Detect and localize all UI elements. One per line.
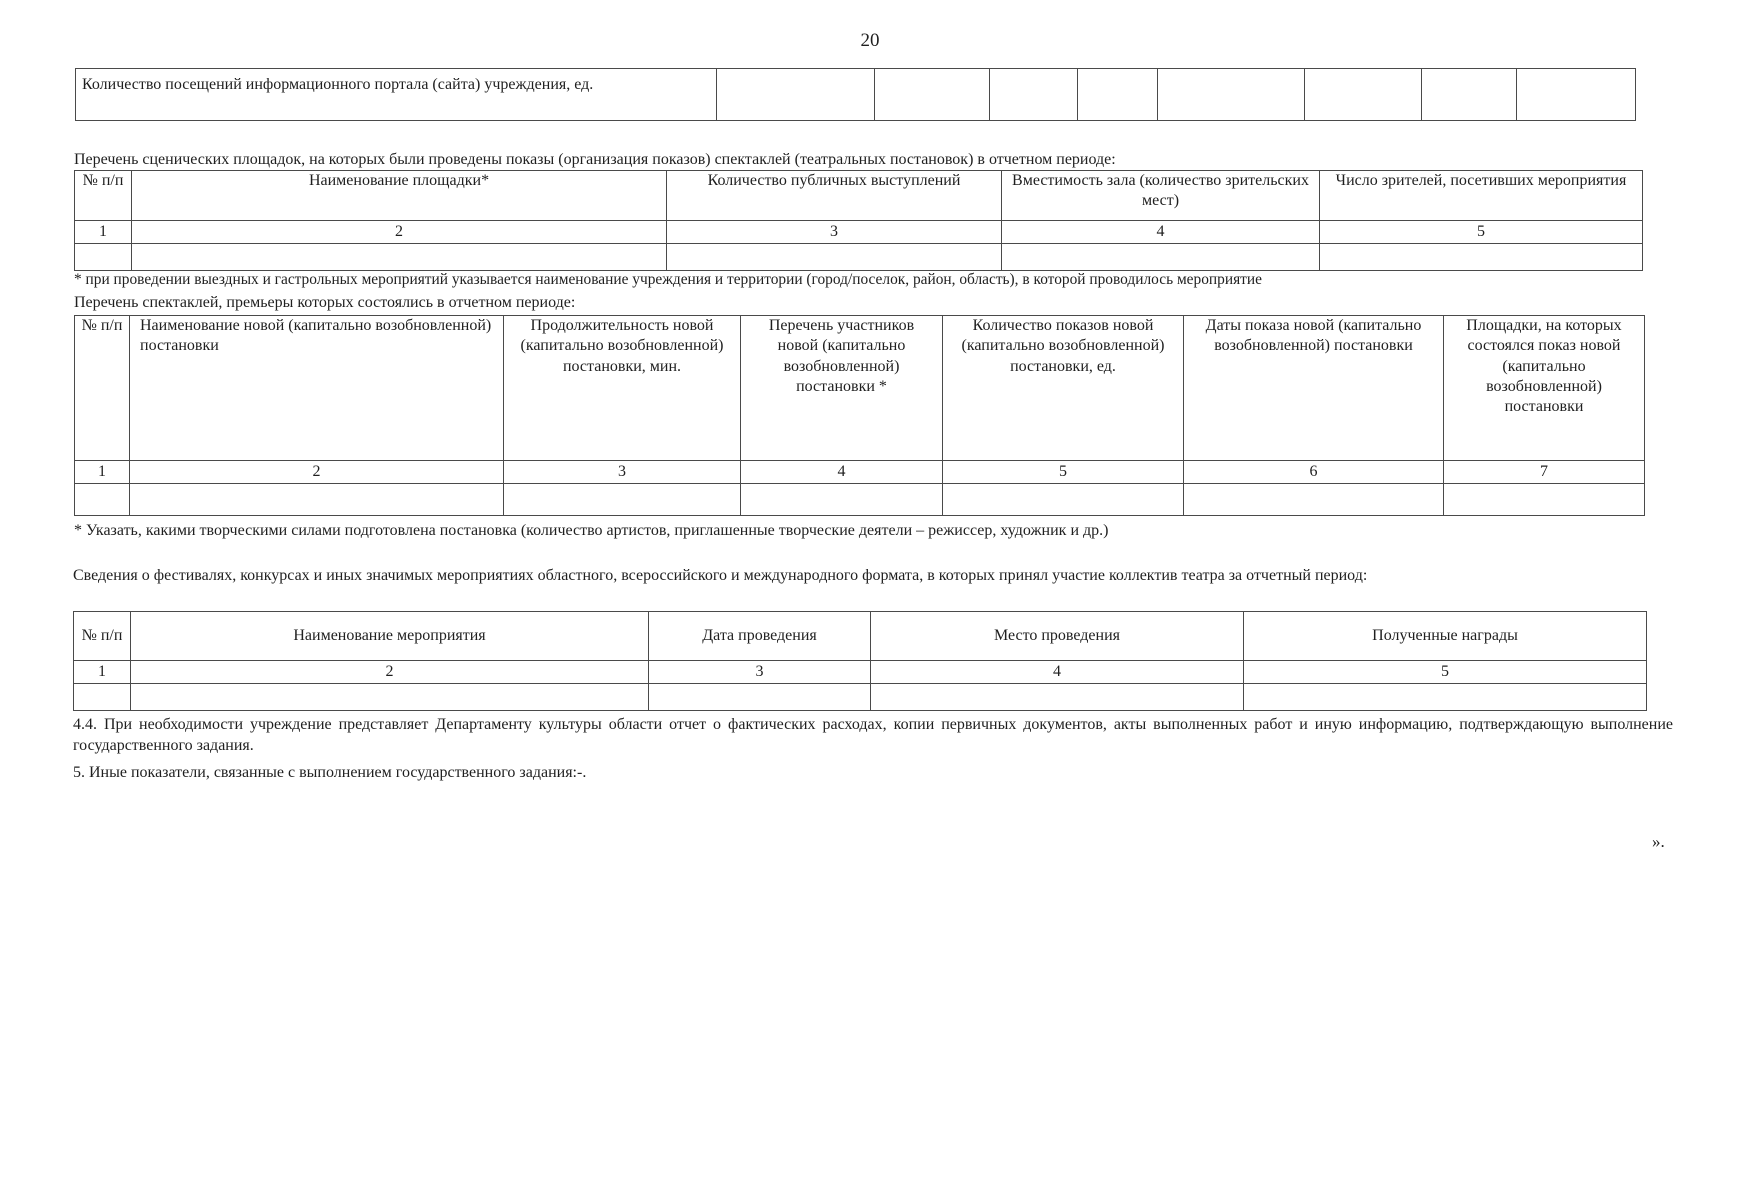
empty-cell xyxy=(1002,244,1320,271)
column-number: 2 xyxy=(132,221,667,244)
portal-visits-label: Количество посещений информационного портала (сайта) учреждения, ед. xyxy=(76,69,717,121)
value-cell xyxy=(1305,69,1422,121)
empty-cell xyxy=(504,484,741,516)
header-number: № п/п xyxy=(75,316,130,461)
header-venues: Площадки, на которых состоялся показ новой (капитально возобновленной) постановки xyxy=(1444,316,1645,461)
premieres-table xyxy=(74,315,1645,516)
paragraph-4-4: 4.4. При необходимости учреждение представляет Департаменту культуры области отчет о фактических расходах, копии первичных документов, акты выполненных работ и иную информацию, подтверждающую выполнение государственного задания. xyxy=(73,716,1673,755)
venues-footnote: * при проведении выездных и гастрольных мероприятий указывается наименование учреждения и территории (город/поселок, район, область), в которой проводилось мероприятие xyxy=(74,271,1262,288)
column-numbers-row xyxy=(75,221,1643,244)
header-awards: Полученные награды xyxy=(1244,612,1647,661)
empty-cell xyxy=(1320,244,1643,271)
header-production-name: Наименование новой (капитально возобновленной) постановки xyxy=(130,316,504,461)
header-event-date: Дата проведения xyxy=(649,612,871,661)
column-number: 1 xyxy=(75,221,132,244)
value-cell xyxy=(717,69,875,121)
page-number: 20 xyxy=(860,30,880,51)
empty-cell xyxy=(130,484,504,516)
premieres-heading: Перечень спектаклей, премьеры которых состоялись в отчетном периоде: xyxy=(74,294,576,311)
column-number: 1 xyxy=(74,661,131,684)
column-number: 6 xyxy=(1184,461,1444,484)
value-cell xyxy=(1422,69,1517,121)
column-number: 4 xyxy=(871,661,1244,684)
header-spectators-count: Число зрителей, посетивших мероприятия xyxy=(1320,171,1643,221)
empty-cell xyxy=(1244,684,1647,711)
festivals-table xyxy=(73,611,1647,711)
closing-quote: ». xyxy=(1652,832,1665,851)
column-number: 3 xyxy=(504,461,741,484)
portal-visits-table xyxy=(75,68,1636,121)
column-numbers-row xyxy=(74,661,1647,684)
empty-cell xyxy=(1444,484,1645,516)
header-show-dates: Даты показа новой (капитально возобновленной) постановки xyxy=(1184,316,1444,461)
value-cell xyxy=(1517,69,1636,121)
header-shows-count: Количество показов новой (капитально возобновленной) постановки, ед. xyxy=(943,316,1184,461)
venues-heading: Перечень сценических площадок, на которых были проведены показы (организация показов) спектаклей (театральных постановок) в отчетном периоде: xyxy=(74,151,1116,168)
empty-cell xyxy=(74,684,131,711)
column-number: 5 xyxy=(1244,661,1647,684)
header-venue-name: Наименование площадки* xyxy=(132,171,667,221)
paragraph-5: 5. Иные показатели, связанные с выполнением государственного задания:-. xyxy=(73,764,587,781)
column-number: 3 xyxy=(667,221,1002,244)
venues-table xyxy=(74,170,1643,271)
premieres-footnote: * Указать, какими творческими силами подготовлена постановка (количество артистов, приглашенные творческие деятели – режиссер, художник и др.) xyxy=(74,522,1109,539)
empty-cell xyxy=(871,684,1244,711)
empty-row xyxy=(75,244,1643,271)
header-hall-capacity: Вместимость зала (количество зрительских мест) xyxy=(1002,171,1320,221)
empty-cell xyxy=(943,484,1184,516)
value-cell xyxy=(875,69,990,121)
column-number: 5 xyxy=(1320,221,1643,244)
value-cell xyxy=(990,69,1078,121)
festivals-heading: Сведения о фестивалях, конкурсах и иных значимых мероприятиях областного, всероссийского и международного формата, в которых принял участие коллектив театра за отчетный период: xyxy=(73,567,1368,584)
column-number: 3 xyxy=(649,661,871,684)
empty-cell xyxy=(75,244,132,271)
empty-cell xyxy=(667,244,1002,271)
column-number: 2 xyxy=(131,661,649,684)
header-participants: Перечень участников новой (капитально возобновленной) постановки * xyxy=(741,316,943,461)
column-number: 5 xyxy=(943,461,1184,484)
column-number: 4 xyxy=(741,461,943,484)
empty-cell xyxy=(1184,484,1444,516)
empty-row xyxy=(75,484,1645,516)
empty-cell xyxy=(75,484,130,516)
empty-cell xyxy=(741,484,943,516)
empty-row xyxy=(74,684,1647,711)
empty-cell xyxy=(649,684,871,711)
header-duration: Продолжительность новой (капитально возобновленной) постановки, мин. xyxy=(504,316,741,461)
header-event-name: Наименование мероприятия xyxy=(131,612,649,661)
value-cell xyxy=(1158,69,1305,121)
column-number: 2 xyxy=(130,461,504,484)
value-cell xyxy=(1078,69,1158,121)
header-number: № п/п xyxy=(74,612,131,661)
column-number: 1 xyxy=(75,461,130,484)
column-numbers-row xyxy=(75,461,1645,484)
column-number: 7 xyxy=(1444,461,1645,484)
empty-cell xyxy=(131,684,649,711)
header-performances-count: Количество публичных выступлений xyxy=(667,171,1002,221)
header-event-place: Место проведения xyxy=(871,612,1244,661)
column-number: 4 xyxy=(1002,221,1320,244)
empty-cell xyxy=(132,244,667,271)
header-number: № п/п xyxy=(75,171,132,221)
